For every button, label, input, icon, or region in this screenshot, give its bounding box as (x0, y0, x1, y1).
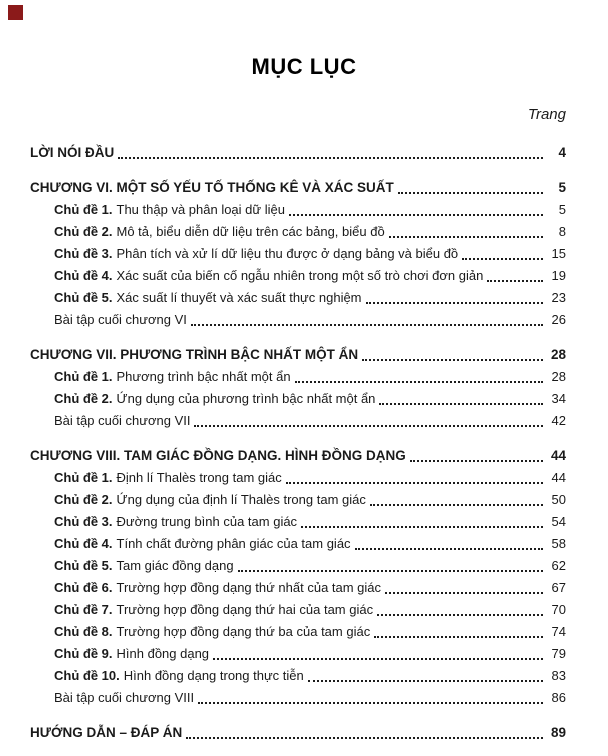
toc-entry-page: 70 (551, 602, 566, 617)
dot-leader (410, 460, 543, 462)
toc-row (30, 177, 566, 199)
dot-leader (398, 192, 543, 194)
dot-leader (286, 482, 543, 484)
page-column-header: Trang (527, 106, 566, 123)
toc-entry-page: 67 (551, 580, 566, 595)
toc-entry-page: 15 (551, 246, 566, 261)
dot-leader (289, 214, 543, 216)
toc-entry-page: 89 (550, 725, 566, 740)
toc-entry-prefix: Chủ đề 9. (54, 646, 113, 661)
toc-entry-label: HƯỚNG DẪN – ĐÁP ÁN (30, 725, 183, 740)
toc-entry-page: 50 (551, 492, 566, 507)
toc-row (30, 445, 566, 467)
toc-entry-page: 28 (550, 347, 566, 362)
toc-entry-label: Trường hợp đồng dạng thứ hai của tam giác (116, 602, 374, 617)
toc-entry-prefix: Chủ đề 5. (54, 290, 113, 305)
dot-leader (118, 157, 543, 159)
toc-entry-page: 23 (551, 290, 566, 305)
dot-leader (295, 381, 543, 383)
dot-leader (389, 236, 543, 238)
dot-leader (374, 636, 543, 638)
toc-entry-label: CHƯƠNG VI. MỘT SỐ YẾU TỐ THỐNG KÊ VÀ XÁC SUẤT (30, 180, 394, 195)
toc-entry-prefix: Chủ đề 7. (54, 602, 113, 617)
toc-row (30, 555, 566, 577)
toc-entry-page: 62 (551, 558, 566, 573)
toc-row (30, 621, 566, 643)
toc-row (30, 221, 566, 243)
toc-row (30, 344, 566, 366)
toc-entry-page: 83 (551, 668, 566, 683)
toc-entry-prefix: Chủ đề 4. (54, 268, 113, 283)
toc-entry-label: Định lí Thalès trong tam giác (116, 470, 282, 485)
toc-row (30, 643, 566, 665)
toc-row (30, 665, 566, 687)
toc-entry-label: Bài tập cuối chương VIII (54, 690, 195, 705)
toc-list (0, 142, 608, 744)
dot-leader (198, 702, 543, 704)
toc-entry-page: 44 (550, 448, 566, 463)
toc-row (30, 366, 566, 388)
toc-entry-page: 58 (551, 536, 566, 551)
dot-leader (191, 324, 543, 326)
toc-entry-page: 5 (558, 180, 566, 195)
dot-leader (355, 548, 543, 550)
page-title: MỤC LỤC (251, 54, 357, 79)
toc-entry-label: Xác suất của biến cố ngẫu nhiên trong một số trò chơi đơn giản (116, 268, 484, 283)
toc-row (30, 410, 566, 432)
toc-row (30, 489, 566, 511)
toc-entry-prefix: Chủ đề 5. (54, 558, 113, 573)
dot-leader (366, 302, 543, 304)
toc-entry-page: 86 (551, 690, 566, 705)
toc-entry-label: Tam giác đồng dạng (116, 558, 234, 573)
toc-entry-page: 44 (551, 470, 566, 485)
toc-entry-label: CHƯƠNG VIII. TAM GIÁC ĐỒNG DẠNG. HÌNH ĐỒNG DẠNG (30, 448, 406, 463)
toc-entry-prefix: Chủ đề 1. (54, 202, 113, 217)
toc-entry-prefix: Chủ đề 2. (54, 492, 113, 507)
toc-entry-page: 42 (551, 413, 566, 428)
toc-entry-page: 5 (558, 202, 566, 217)
toc-row (30, 687, 566, 709)
toc-entry-prefix: Chủ đề 6. (54, 580, 113, 595)
toc-entry-label: Xác suất lí thuyết và xác suất thực nghiệm (116, 290, 362, 305)
dot-leader (308, 680, 543, 682)
toc-entry-prefix: Chủ đề 3. (54, 514, 113, 529)
toc-entry-prefix: Chủ đề 1. (54, 470, 113, 485)
toc-entry-label: CHƯƠNG VII. PHƯƠNG TRÌNH BẬC NHẤT MỘT ẨN (30, 347, 359, 362)
dot-leader (213, 658, 543, 660)
toc-entry-prefix: Chủ đề 4. (54, 536, 113, 551)
toc-row (30, 511, 566, 533)
toc-entry-page: 34 (551, 391, 566, 406)
dot-leader (362, 359, 543, 361)
toc-row (30, 265, 566, 287)
toc-entry-page: 79 (551, 646, 566, 661)
toc-entry-label: Trường hợp đồng dạng thứ ba của tam giác (116, 624, 371, 639)
dot-leader (377, 614, 543, 616)
toc-entry-page: 74 (551, 624, 566, 639)
toc-entry-label: Bài tập cuối chương VII (54, 413, 191, 428)
toc-row (30, 388, 566, 410)
toc-entry-page: 8 (558, 224, 566, 239)
toc-entry-prefix: Chủ đề 2. (54, 391, 113, 406)
dot-leader (370, 504, 543, 506)
toc-entry-label: Phân tích và xử lí dữ liệu thu được ở dạng bảng và biểu đồ (116, 246, 459, 261)
dot-leader (186, 737, 543, 739)
toc-entry-label: Trường hợp đồng dạng thứ nhất của tam giác (116, 580, 382, 595)
toc-entry-prefix: Chủ đề 3. (54, 246, 113, 261)
dot-leader (379, 403, 543, 405)
toc-entry-page: 54 (551, 514, 566, 529)
toc-row (30, 467, 566, 489)
toc-row (30, 599, 566, 621)
toc-entry-prefix: Chủ đề 1. (54, 369, 113, 384)
toc-row (30, 309, 566, 331)
toc-row (30, 722, 566, 744)
red-square-marker (8, 5, 23, 20)
dot-leader (301, 526, 543, 528)
toc-row (30, 533, 566, 555)
toc-entry-label: Thu thập và phân loại dữ liệu (116, 202, 285, 217)
toc-entry-label: Đường trung bình của tam giác (116, 514, 298, 529)
dot-leader (194, 425, 543, 427)
toc-entry-label: Hình đồng dạng (116, 646, 210, 661)
toc-entry-page: 26 (551, 312, 566, 327)
toc-entry-prefix: Chủ đề 10. (54, 668, 120, 683)
toc-entry-page: 19 (551, 268, 566, 283)
toc-row (30, 287, 566, 309)
dot-leader (487, 280, 543, 282)
toc-entry-label: Hình đồng dạng trong thực tiễn (123, 668, 304, 683)
dot-leader (462, 258, 543, 260)
toc-row (30, 142, 566, 164)
toc-entry-page: 28 (551, 369, 566, 384)
toc-row (30, 243, 566, 265)
toc-entry-label: LỜI NÓI ĐẦU (30, 145, 115, 160)
toc-entry-label: Ứng dụng của phương trình bậc nhất một ẩn (116, 391, 376, 406)
toc-entry-label: Ứng dụng của định lí Thalès trong tam giác (116, 492, 366, 507)
toc-row (30, 577, 566, 599)
toc-entry-prefix: Chủ đề 2. (54, 224, 113, 239)
toc-entry-label: Bài tập cuối chương VI (54, 312, 187, 327)
toc-entry-page: 4 (558, 145, 566, 160)
toc-entry-label: Mô tả, biểu diễn dữ liệu trên các bảng, biểu đồ (116, 224, 385, 239)
dot-leader (238, 570, 543, 572)
toc-row (30, 199, 566, 221)
toc-entry-label: Tính chất đường phân giác của tam giác (116, 536, 351, 551)
dot-leader (385, 592, 543, 594)
toc-entry-label: Phương trình bậc nhất một ẩn (116, 369, 291, 384)
toc-entry-prefix: Chủ đề 8. (54, 624, 113, 639)
